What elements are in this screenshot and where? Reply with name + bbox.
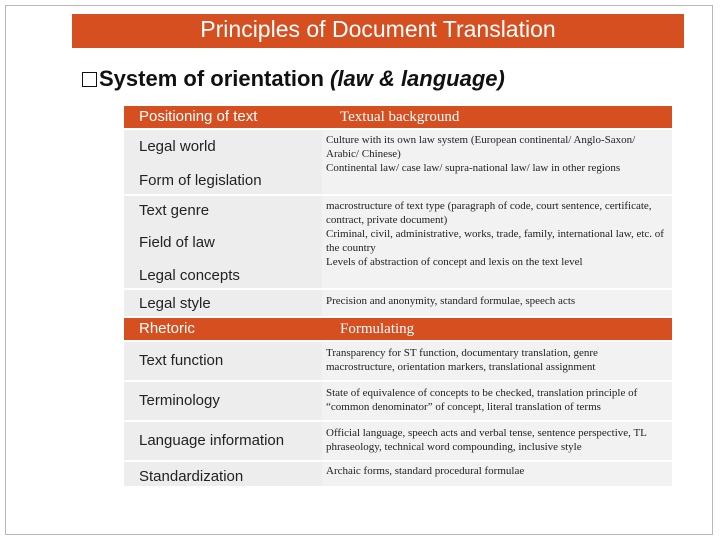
field-of-law-label: Field of law bbox=[139, 234, 215, 251]
subtitle-main: System of orientation bbox=[99, 66, 324, 91]
table-row bbox=[124, 290, 672, 316]
subtitle-italic: (law & language) bbox=[330, 66, 505, 91]
square-bullet-icon bbox=[82, 72, 97, 87]
legal-style-text: Precision and anonymity, standard formulae, speech acts bbox=[322, 290, 672, 316]
table-row bbox=[124, 196, 672, 288]
header-formulating: Formulating bbox=[322, 318, 672, 340]
language-information-label: Language information bbox=[124, 422, 322, 460]
header-positioning: Positioning of text bbox=[124, 106, 322, 128]
table-header-row bbox=[124, 318, 672, 340]
table-header-row bbox=[124, 106, 672, 128]
legal-world-label: Legal world bbox=[139, 138, 216, 155]
text-genre-text: macrostructure of text type (paragraph of code, court sentence, certificate, contract, private document) bbox=[326, 200, 652, 226]
legal-style-label: Legal style bbox=[124, 290, 322, 316]
slide-title: Principles of Document Translation bbox=[72, 14, 684, 48]
principles-table bbox=[124, 106, 672, 488]
language-information-text: Official language, speech acts and verbal tense, sentence perspective, TL phraseology, technical word compounding, inclusive style bbox=[322, 422, 672, 460]
table-row bbox=[124, 462, 672, 486]
form-of-legislation-label: Form of legislation bbox=[139, 172, 262, 189]
standardization-text: Archaic forms, standard procedural formulae bbox=[322, 462, 672, 486]
legal-world-text: Culture with its own law system (European continental/ Anglo-Saxon/ Arabic/ Chinese) bbox=[326, 134, 636, 160]
terminology-label: Terminology bbox=[124, 382, 322, 420]
table-cell-left bbox=[124, 130, 322, 194]
form-of-legislation-text: Continental law/ case law/ supra-national law/ law in other regions bbox=[326, 162, 621, 174]
table-row bbox=[124, 130, 672, 194]
table-row bbox=[124, 382, 672, 420]
legal-concepts-label: Legal concepts bbox=[139, 267, 240, 284]
header-rhetoric: Rhetoric bbox=[124, 318, 322, 340]
table-cell-right bbox=[322, 196, 672, 288]
table-cell-right bbox=[322, 130, 672, 194]
table-cell-left bbox=[124, 196, 322, 288]
field-of-law-text: Criminal, civil, administrative, works, trade, family, international law, etc. of the country bbox=[326, 228, 664, 254]
text-genre-label: Text genre bbox=[139, 202, 210, 219]
legal-concepts-text: Levels of abstraction of concept and lexis on the text level bbox=[326, 256, 583, 268]
table-row bbox=[124, 422, 672, 460]
header-textual-background: Textual background bbox=[322, 106, 672, 128]
text-function-label: Text function bbox=[124, 342, 322, 380]
terminology-text: State of equivalence of concepts to be checked, translation principle of “common denominator” of concept, literal translation of terms bbox=[322, 382, 672, 420]
table-row bbox=[124, 342, 672, 380]
text-function-text: Transparency for ST function, documentary translation, genre macrostructure, orientation markers, translational assignment bbox=[322, 342, 672, 380]
standardization-label: Standardization bbox=[124, 462, 322, 486]
slide-subtitle bbox=[82, 66, 505, 92]
